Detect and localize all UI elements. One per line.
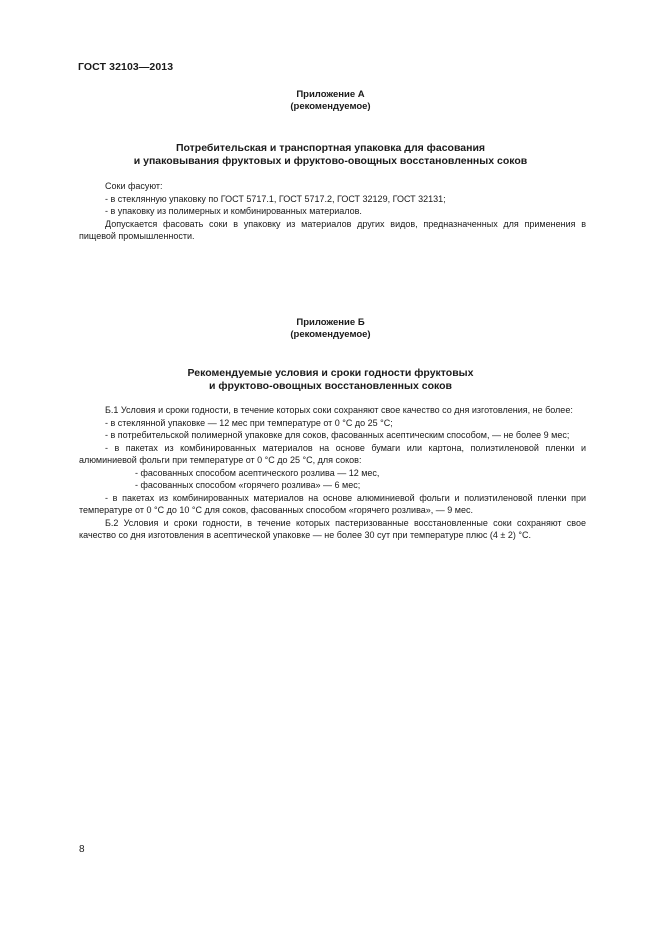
paragraph: Соки фасуют: [105,181,163,191]
page-number: 8 [79,844,85,855]
annex-a-status: (рекомендуемое) [290,101,371,112]
list-item: - в стеклянной упаковке — 12 мес при температуре от 0 °С до 25 °С; [105,417,393,428]
list-item: - в стеклянную упаковку по ГОСТ 5717.1, ГОСТ 5717.2, ГОСТ 32129, ГОСТ 32131; [105,193,446,204]
annex-a-label: Приложение А [296,89,365,100]
paragraph: Б.1 Условия и сроки годности, в течение которых соки сохраняют свое качество со дня изготовления, не более: [105,405,573,415]
annex-a-body [79,180,586,243]
annex-a-title [0,142,661,168]
list-item: - в потребительской полимерной упаковке для соков, фасованных асептическим способом, — не более 9 мес; [105,430,570,440]
sub-list-item: - фасованных способом «горячего розлива» — 6 мес; [135,480,361,490]
annex-a-heading [0,89,661,113]
sub-list-item: - фасованных способом асептического розлива — 12 мес, [135,467,380,478]
list-item: - в пакетах из комбинированных материалов на основе алюминиевой фольги и полиэтиленовой пленки при температуре от 0 °С до 10 °С для соков, фасованных способом «горячего розлива», — 9 мес. [79,492,586,515]
list-item: - в упаковку из полимерных и комбинированных материалов. [105,206,362,216]
annex-b-status: (рекомендуемое) [290,329,371,340]
annex-b-title-line1: Рекомендуемые условия и сроки годности фруктовых [187,367,474,379]
document-header: ГОСТ 32103—2013 [78,61,174,73]
paragraph: Б.2 Условия и сроки годности, в течение которых пастеризованные восстановленные соки сохраняют свое качество со дня изготовления в асептической упаковке — не более 30 сут при температуре плюс (4 ± 2) °С. [79,517,586,540]
annex-b-label: Приложение Б [296,317,365,328]
paragraph: Допускается фасовать соки в упаковку из материалов других видов, предназначенных для применения в пищевой промышленности. [79,218,586,241]
annex-a-title-line2: и упаковывания фруктовых и фруктово-овощных восстановленных соков [133,155,528,167]
annex-b-title-line2: и фруктово-овощных восстановленных соков [209,380,452,392]
annex-b-body [79,404,586,542]
annex-b-heading [0,317,661,341]
annex-b-title [0,367,661,393]
annex-a-title-line1: Потребительская и транспортная упаковка для фасования [175,142,486,154]
list-item: - в пакетах из комбинированных материалов на основе бумаги или картона, полиэтиленовой пленки и алюминиевой фольги при температуре от 0 °С до 25 °С, для соков: [79,442,586,465]
